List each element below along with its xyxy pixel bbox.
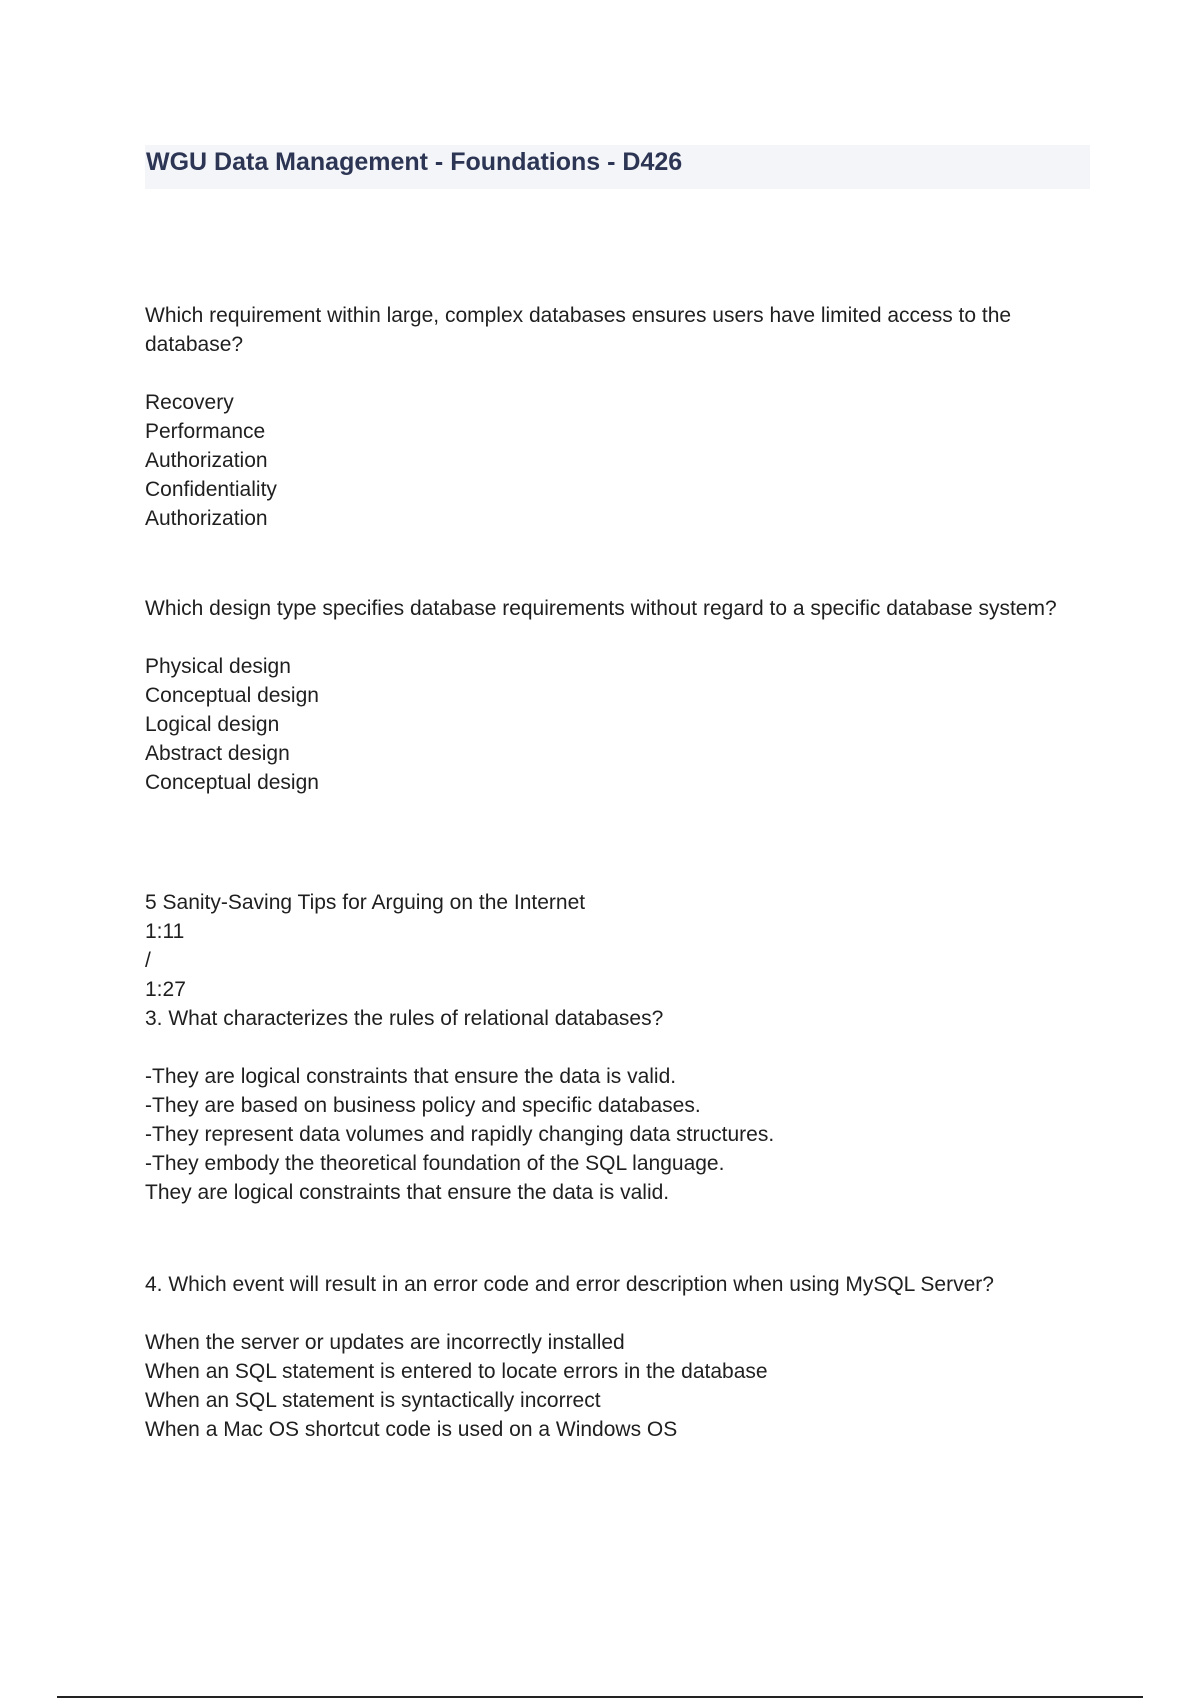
question-3-answer: They are logical constraints that ensure the data is valid. (145, 1181, 670, 1204)
question-4-option: When an SQL statement is entered to locate errors in the database (145, 1360, 768, 1383)
question-1-option: Authorization (145, 449, 268, 472)
question-3-option: -They represent data volumes and rapidly changing data structures. (145, 1123, 775, 1146)
question-2-option: Abstract design (145, 742, 290, 765)
question-4 (145, 1270, 1090, 1444)
question-4-option: When a Mac OS shortcut code is used on a Windows OS (145, 1418, 678, 1441)
question-3-option: -They embody the theoretical foundation of the SQL language. (145, 1152, 725, 1175)
title-banner (145, 145, 1090, 189)
question-3-option: -They are based on business policy and specific databases. (145, 1094, 701, 1117)
question-3-option: -They are logical constraints that ensure the data is valid. (145, 1065, 677, 1088)
footer-divider (57, 1696, 1143, 1698)
question-1-answer: Authorization (145, 507, 268, 530)
video-duration: 1:27 (145, 978, 186, 1001)
question-1-option: Performance (145, 420, 266, 443)
question-2-text: Which design type specifies database requirements without regard to a specific database system? (145, 597, 1057, 620)
question-4-option: When the server or updates are incorrectly installed (145, 1331, 625, 1354)
question-1-option: Recovery (145, 391, 234, 414)
question-3-text: 3. What characterizes the rules of relational databases? (145, 1007, 664, 1030)
question-2 (145, 594, 1090, 797)
question-2-option: Conceptual design (145, 684, 319, 707)
video-time-separator: / (145, 949, 151, 972)
question-1-option: Confidentiality (145, 478, 277, 501)
question-4-text: 4. Which event will result in an error code and error description when using MySQL Server? (145, 1273, 994, 1296)
video-and-question-3 (145, 888, 1090, 1207)
question-2-answer: Conceptual design (145, 771, 319, 794)
question-1 (145, 301, 1090, 533)
video-title: 5 Sanity-Saving Tips for Arguing on the Internet (145, 891, 586, 914)
video-current-time: 1:11 (145, 920, 185, 943)
question-4-option: When an SQL statement is syntactically incorrect (145, 1389, 601, 1412)
question-2-option: Physical design (145, 655, 291, 678)
question-1-text: Which requirement within large, complex databases ensures users have limited access to the database? (145, 304, 1017, 356)
question-2-option: Logical design (145, 713, 280, 736)
document-title: WGU Data Management - Foundations - D426 (146, 148, 683, 176)
